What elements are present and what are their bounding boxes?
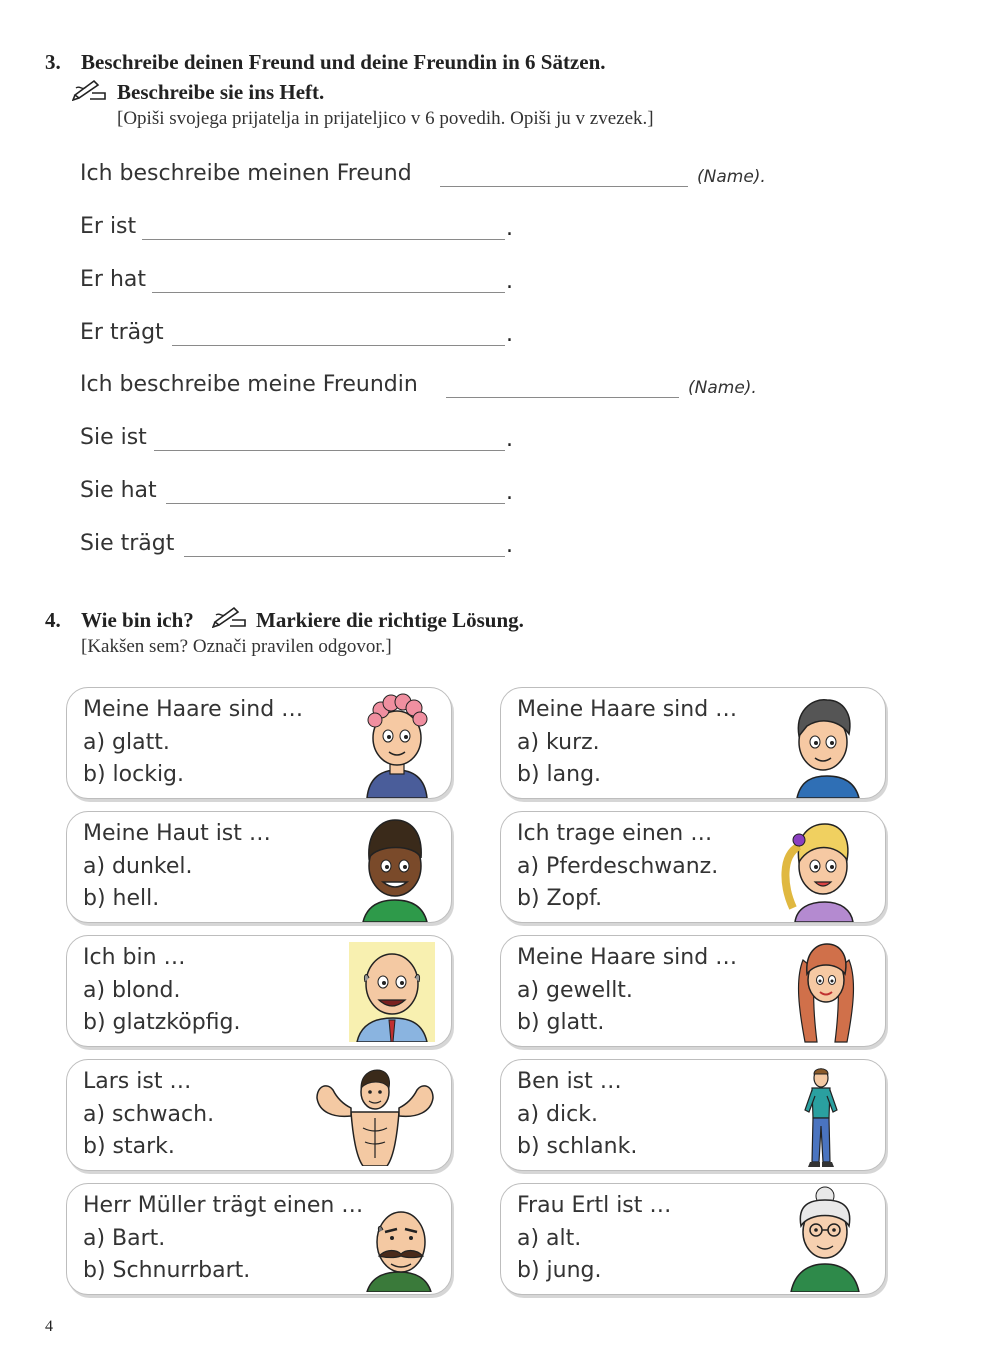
option-b[interactable]: b) glatt.: [517, 1010, 605, 1035]
question-card-9: [66, 1183, 452, 1295]
question-card-3: [66, 811, 452, 923]
task3-number: 3.: [45, 50, 61, 74]
option-b[interactable]: b) lang.: [517, 762, 602, 787]
question-stem: Herr Müller trägt einen …: [83, 1193, 364, 1218]
old-woman-icon: [785, 1186, 865, 1292]
option-b[interactable]: b) schlank.: [517, 1134, 638, 1159]
line-prompt: Ich beschreibe meinen Freund: [80, 161, 412, 186]
question-text: [517, 1066, 637, 1164]
option-a[interactable]: a) dick.: [517, 1101, 598, 1127]
line-prompt: Sie trägt: [80, 531, 175, 556]
wavy-hair-woman-icon: [791, 940, 861, 1046]
question-text: [83, 1190, 363, 1288]
period: .: [506, 427, 513, 452]
name-hint: (Name).: [697, 167, 766, 187]
line-prompt: Ich beschreibe meine Freundin: [80, 372, 418, 397]
question-text: [83, 694, 303, 792]
question-stem: Ich trage einen …: [517, 821, 713, 846]
name-hint: (Name).: [688, 378, 757, 398]
question-stem: Meine Haut ist …: [83, 821, 271, 846]
question-card-6: [500, 935, 886, 1047]
question-card-8: [500, 1059, 886, 1171]
question-card-1: [66, 687, 452, 799]
task4-title-question: Wie bin ich?: [81, 608, 194, 632]
option-b[interactable]: b) hell.: [83, 886, 160, 911]
question-stem: Meine Haare sind …: [517, 945, 738, 970]
question-text: [517, 818, 718, 916]
bald-man-icon: [349, 942, 435, 1042]
task4-translation: [Kakšen sem? Označi pravilen odgovor.]: [81, 636, 392, 657]
option-b[interactable]: b) Zopf.: [517, 886, 603, 911]
question-stem: Frau Ertl ist …: [517, 1193, 672, 1218]
answer-blank[interactable]: [446, 397, 679, 398]
question-text: [517, 1190, 671, 1288]
option-b[interactable]: b) lockig.: [83, 762, 185, 787]
question-stem: Meine Haare sind …: [517, 697, 738, 722]
question-text: [83, 942, 240, 1040]
question-text: [517, 942, 737, 1040]
question-stem: Ben ist …: [517, 1069, 622, 1094]
dark-skin-boy-icon: [357, 816, 433, 922]
option-a[interactable]: a) dunkel.: [83, 853, 193, 879]
question-card-10: [500, 1183, 886, 1295]
option-a[interactable]: a) alt.: [517, 1225, 582, 1251]
period: .: [506, 480, 513, 505]
pencil-write-icon: [212, 604, 248, 628]
answer-blank[interactable]: [440, 186, 688, 187]
line-prompt: Er trägt: [80, 320, 164, 345]
option-a[interactable]: a) gewellt.: [517, 977, 633, 1003]
answer-blank[interactable]: [154, 450, 505, 451]
answer-blank[interactable]: [172, 345, 505, 346]
slim-man-icon: [799, 1066, 843, 1168]
question-card-2: [500, 687, 886, 799]
option-b[interactable]: b) jung.: [517, 1258, 602, 1283]
option-b[interactable]: b) stark.: [83, 1134, 175, 1159]
answer-blank[interactable]: [142, 239, 505, 240]
period: .: [506, 322, 513, 347]
option-a[interactable]: a) schwach.: [83, 1101, 215, 1127]
option-a[interactable]: a) blond.: [83, 977, 181, 1003]
muscle-man-icon: [313, 1068, 437, 1166]
line-prompt: Sie ist: [80, 425, 147, 450]
question-text: [83, 1066, 214, 1164]
answer-blank[interactable]: [152, 292, 505, 293]
question-card-5: [66, 935, 452, 1047]
answer-blank[interactable]: [184, 556, 505, 557]
option-b[interactable]: b) Schnurrbart.: [83, 1258, 251, 1283]
line-prompt: Er hat: [80, 267, 146, 292]
page-number: 4: [45, 1318, 53, 1335]
short-hair-boy-icon: [783, 692, 867, 798]
question-card-7: [66, 1059, 452, 1171]
task3-subtitle: Beschreibe sie ins Heft.: [117, 80, 325, 104]
curly-hair-boy-icon: [357, 690, 437, 798]
ponytail-girl-icon: [775, 816, 875, 922]
line-prompt: Sie hat: [80, 478, 157, 503]
task3-translation: [Opiši svojega prijatelja in prijateljico v 6 povedih. Opiši ju v zvezek.]: [117, 108, 654, 129]
question-stem: Lars ist …: [83, 1069, 192, 1094]
answer-blank[interactable]: [166, 503, 505, 504]
period: .: [506, 216, 513, 241]
question-text: [83, 818, 271, 916]
option-a[interactable]: a) Pferdeschwanz.: [517, 853, 719, 879]
question-card-4: [500, 811, 886, 923]
task4-number: 4.: [45, 608, 61, 632]
option-a[interactable]: a) Bart.: [83, 1225, 166, 1251]
task4-title-instruction: Markiere die richtige Lösung.: [256, 608, 524, 632]
line-prompt: Er ist: [80, 214, 137, 239]
mustache-man-icon: [361, 1202, 437, 1292]
period: .: [506, 533, 513, 558]
question-stem: Meine Haare sind …: [83, 697, 304, 722]
option-a[interactable]: a) kurz.: [517, 729, 600, 755]
option-a[interactable]: a) glatt.: [83, 729, 170, 755]
question-stem: Ich bin …: [83, 945, 186, 970]
task3-title: Beschreibe deinen Freund und deine Freundin in 6 Sätzen.: [81, 50, 606, 74]
period: .: [506, 269, 513, 294]
pencil-write-icon: [72, 77, 108, 101]
question-text: [517, 694, 737, 792]
option-b[interactable]: b) glatzköpfig.: [83, 1010, 241, 1035]
